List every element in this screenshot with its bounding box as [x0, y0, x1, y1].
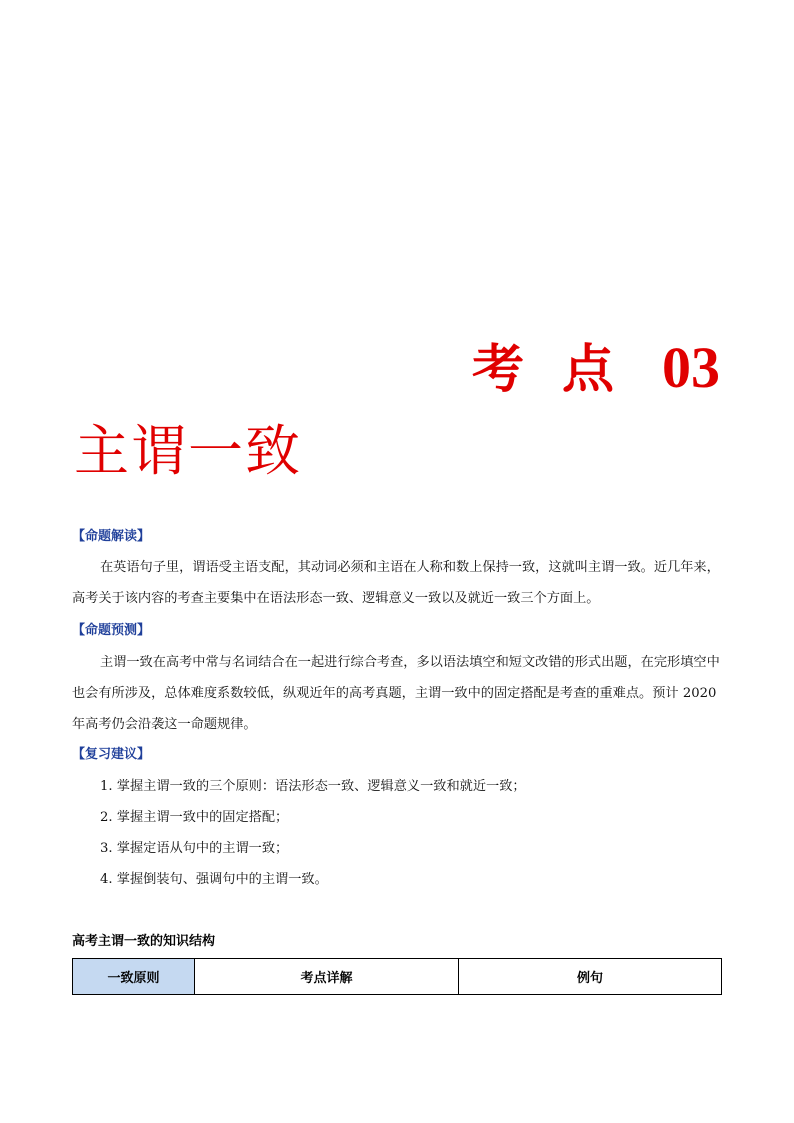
advice-item: 4. 掌握倒装句、强调句中的主谓一致。 [100, 872, 328, 887]
table-title: 高考主谓一致的知识结构 [72, 934, 216, 949]
table-header-row [73, 959, 722, 995]
knowledge-table [72, 958, 722, 995]
prediction-label: 【命题预测】 [72, 623, 151, 638]
kaodian-label: 考点 [471, 339, 652, 400]
kaodian-number: 03 [662, 335, 720, 400]
advice-item: 2. 掌握主谓一致中的固定搭配； [100, 810, 289, 825]
prediction-text: 主谓一致在高考中常与名词结合在一起进行综合考查，多以语法填空和短文改错的形式出题，在完形填空中也会有所涉及，总体难度系数较低，纵观近年的高考真题，主谓一致中的固定搭配是考查的重难点。预计 2020 年高考仍会沿袭这一命题规律。 [72, 655, 720, 732]
kaodian-heading [472, 336, 720, 400]
page-title: 主谓一致 [74, 419, 303, 483]
advice-label: 【复习建议】 [72, 747, 151, 762]
table-header-examples: 例句 [459, 959, 722, 995]
advice-item: 3. 掌握定语从句中的主谓一致； [100, 841, 289, 856]
advice-item: 1. 掌握主谓一致的三个原则：语法形态一致、逻辑意义一致和就近一致； [100, 779, 526, 794]
interpretation-text: 在英语句子里，谓语受主语支配，其动词必须和主语在人称和数上保持一致，这就叫主谓一致。近几年来，高考关于该内容的考查主要集中在语法形态一致、逻辑意义一致以及就近一致三个方面上。 [72, 560, 720, 606]
interpretation-label: 【命题解读】 [72, 529, 151, 544]
table-header-principle: 一致原则 [73, 959, 195, 995]
table-header-details: 考点详解 [195, 959, 459, 995]
